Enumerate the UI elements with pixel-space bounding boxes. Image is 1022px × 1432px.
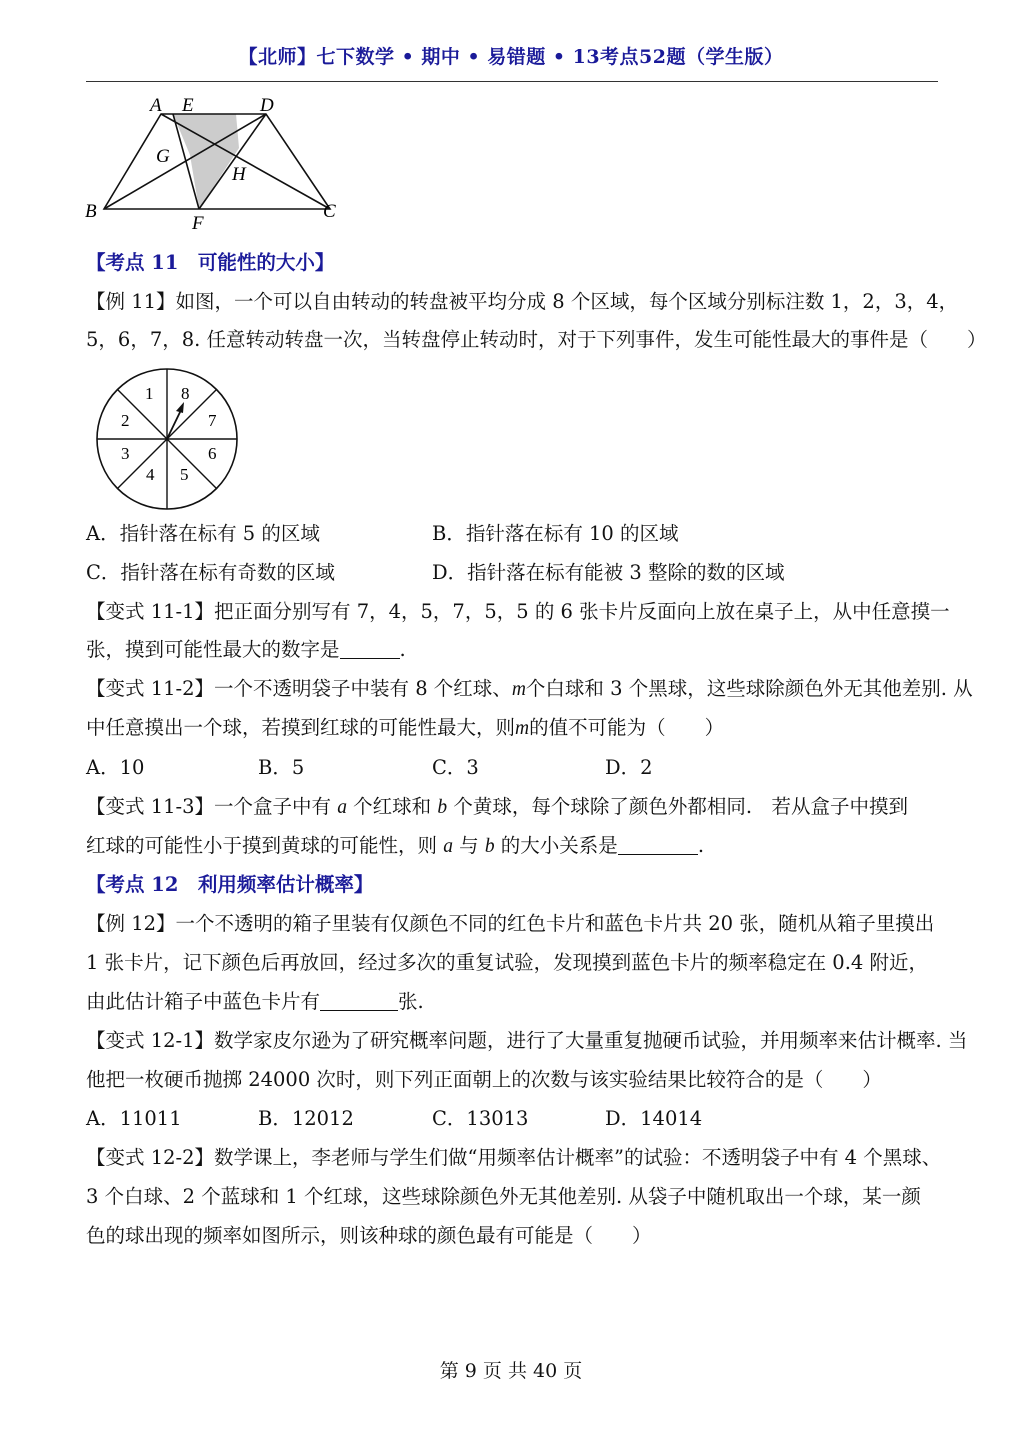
spinner-number-7: 7 bbox=[208, 411, 217, 430]
ex11-option-b: B．指针落在标有 10 的区域 bbox=[432, 522, 679, 545]
answer-blank bbox=[340, 640, 400, 659]
label-h: H bbox=[232, 164, 246, 185]
v12-1-option-a: A．11011 bbox=[86, 1107, 182, 1130]
spinner-number-8: 8 bbox=[181, 384, 190, 403]
variant-11-1-line1: 【变式 11-1】把正面分别写有 7，4，5，7，5，5 的 6 张卡片反面向上放在桌子上，从中任意摸一 bbox=[86, 600, 950, 623]
answer-blank bbox=[618, 836, 698, 855]
v12-1-option-d: D．14014 bbox=[605, 1107, 703, 1130]
v12-1-option-c: C．13013 bbox=[432, 1107, 529, 1130]
label-b: B bbox=[85, 201, 97, 222]
spinner-figure bbox=[92, 364, 242, 514]
example-12-line2: 1 张卡片，记下颜色后再放回，经过多次的重复试验，发现摸到蓝色卡片的频率稳定在 0.4 附近， bbox=[86, 951, 929, 974]
variant-11-3-line1: 【变式 11-3】一个盒子中有 a 个红球和 b 个黄球，每个球除了颜色外都相同. 若从盒子中摸到 bbox=[86, 795, 909, 818]
spinner-number-3: 3 bbox=[121, 444, 130, 463]
label-e: E bbox=[182, 95, 194, 116]
spinner-number-5: 5 bbox=[180, 465, 189, 484]
variant-11-1-line2: 张，摸到可能性最大的数字是 . bbox=[86, 638, 406, 661]
example-11-line2: 5，6，7，8. 任意转动转盘一次，当转盘停止转动时，对于下列事件，发生可能性最大的事件是（ ） bbox=[86, 328, 987, 351]
example-11-line1: 【例 11】如图，一个可以自由转动的转盘被平均分成 8 个区域，每个区域分别标注数 1，2，3，4， bbox=[86, 290, 959, 313]
v11-2-option-a: A．10 bbox=[86, 756, 145, 779]
spinner-number-2: 2 bbox=[121, 411, 130, 430]
header-divider bbox=[86, 81, 938, 82]
shaded-quadrilateral bbox=[173, 114, 239, 209]
ex11-option-a: A．指针落在标有 5 的区域 bbox=[86, 522, 320, 545]
variant-11-2-line1: 【变式 11-2】一个不透明袋子中装有 8 个红球、m个白球和 3 个黑球，这些球除颜色外无其他差别. 从 bbox=[86, 677, 973, 700]
example-12-line1: 【例 12】一个不透明的箱子里装有仅颜色不同的红色卡片和蓝色卡片共 20 张，随机从箱子里摸出 bbox=[86, 912, 935, 935]
example-12-line3: 由此估计箱子中蓝色卡片有 张. bbox=[86, 990, 424, 1013]
label-a: A bbox=[150, 95, 162, 116]
variant-12-1-line1: 【变式 12-1】数学家皮尔逊为了研究概率问题，进行了大量重复抛硬币试验，并用频率来估计概率. 当 bbox=[86, 1029, 968, 1052]
section-title-kp11: 【考点 11 可能性的大小】 bbox=[86, 251, 335, 274]
ex11-option-d: D．指针落在标有能被 3 整除的数的区域 bbox=[432, 561, 785, 584]
v11-2-option-d: D．2 bbox=[605, 756, 653, 779]
v12-1-option-b: B．12012 bbox=[258, 1107, 354, 1130]
v11-2-option-c: C．3 bbox=[432, 756, 479, 779]
spinner-number-6: 6 bbox=[208, 444, 217, 463]
ex11-option-c: C．指针落在标有奇数的区域 bbox=[86, 561, 335, 584]
variant-11-3-line2: 红球的可能性小于摸到黄球的可能性，则 a 与 b 的大小关系是 . bbox=[86, 834, 705, 857]
label-g: G bbox=[156, 146, 170, 167]
variant-12-2-line1: 【变式 12-2】数学课上，李老师与学生们做“用频率估计概率”的试验：不透明袋子中有 4 个黑球、 bbox=[86, 1146, 942, 1169]
page-number: 第 9 页 共 40 页 bbox=[439, 1360, 583, 1382]
trapezoid-figure bbox=[80, 88, 350, 238]
spinner-number-1: 1 bbox=[145, 384, 154, 403]
answer-blank bbox=[320, 992, 398, 1011]
section-title-kp12: 【考点 12 利用频率估计概率】 bbox=[86, 873, 374, 896]
label-f: F bbox=[192, 213, 204, 234]
v11-2-option-b: B．5 bbox=[258, 756, 305, 779]
spinner-number-4: 4 bbox=[146, 465, 155, 484]
variant-12-2-line2: 3 个白球、2 个蓝球和 1 个红球，这些球除颜色外无其他差别. 从袋子中随机取出一个球，某一颜 bbox=[86, 1185, 921, 1208]
variant-11-2-line2: 中任意摸出一个球，若摸到红球的可能性最大，则m的值不可能为（ ） bbox=[86, 716, 725, 739]
variant-12-2-line3: 色的球出现的频率如图所示，则该种球的颜色最有可能是（ ） bbox=[86, 1224, 652, 1247]
variant-12-1-line2: 他把一枚硬币抛掷 24000 次时，则下列正面朝上的次数与该实验结果比较符合的是（ ） bbox=[86, 1068, 882, 1091]
spinner-pointer bbox=[167, 408, 182, 439]
page-header-title: 【北师】七下数学 • 期中 • 易错题 • 13考点52题（学生版） bbox=[238, 46, 784, 68]
label-c: C bbox=[323, 201, 336, 222]
pointer-arrowhead-icon bbox=[176, 402, 184, 413]
label-d: D bbox=[260, 95, 274, 116]
